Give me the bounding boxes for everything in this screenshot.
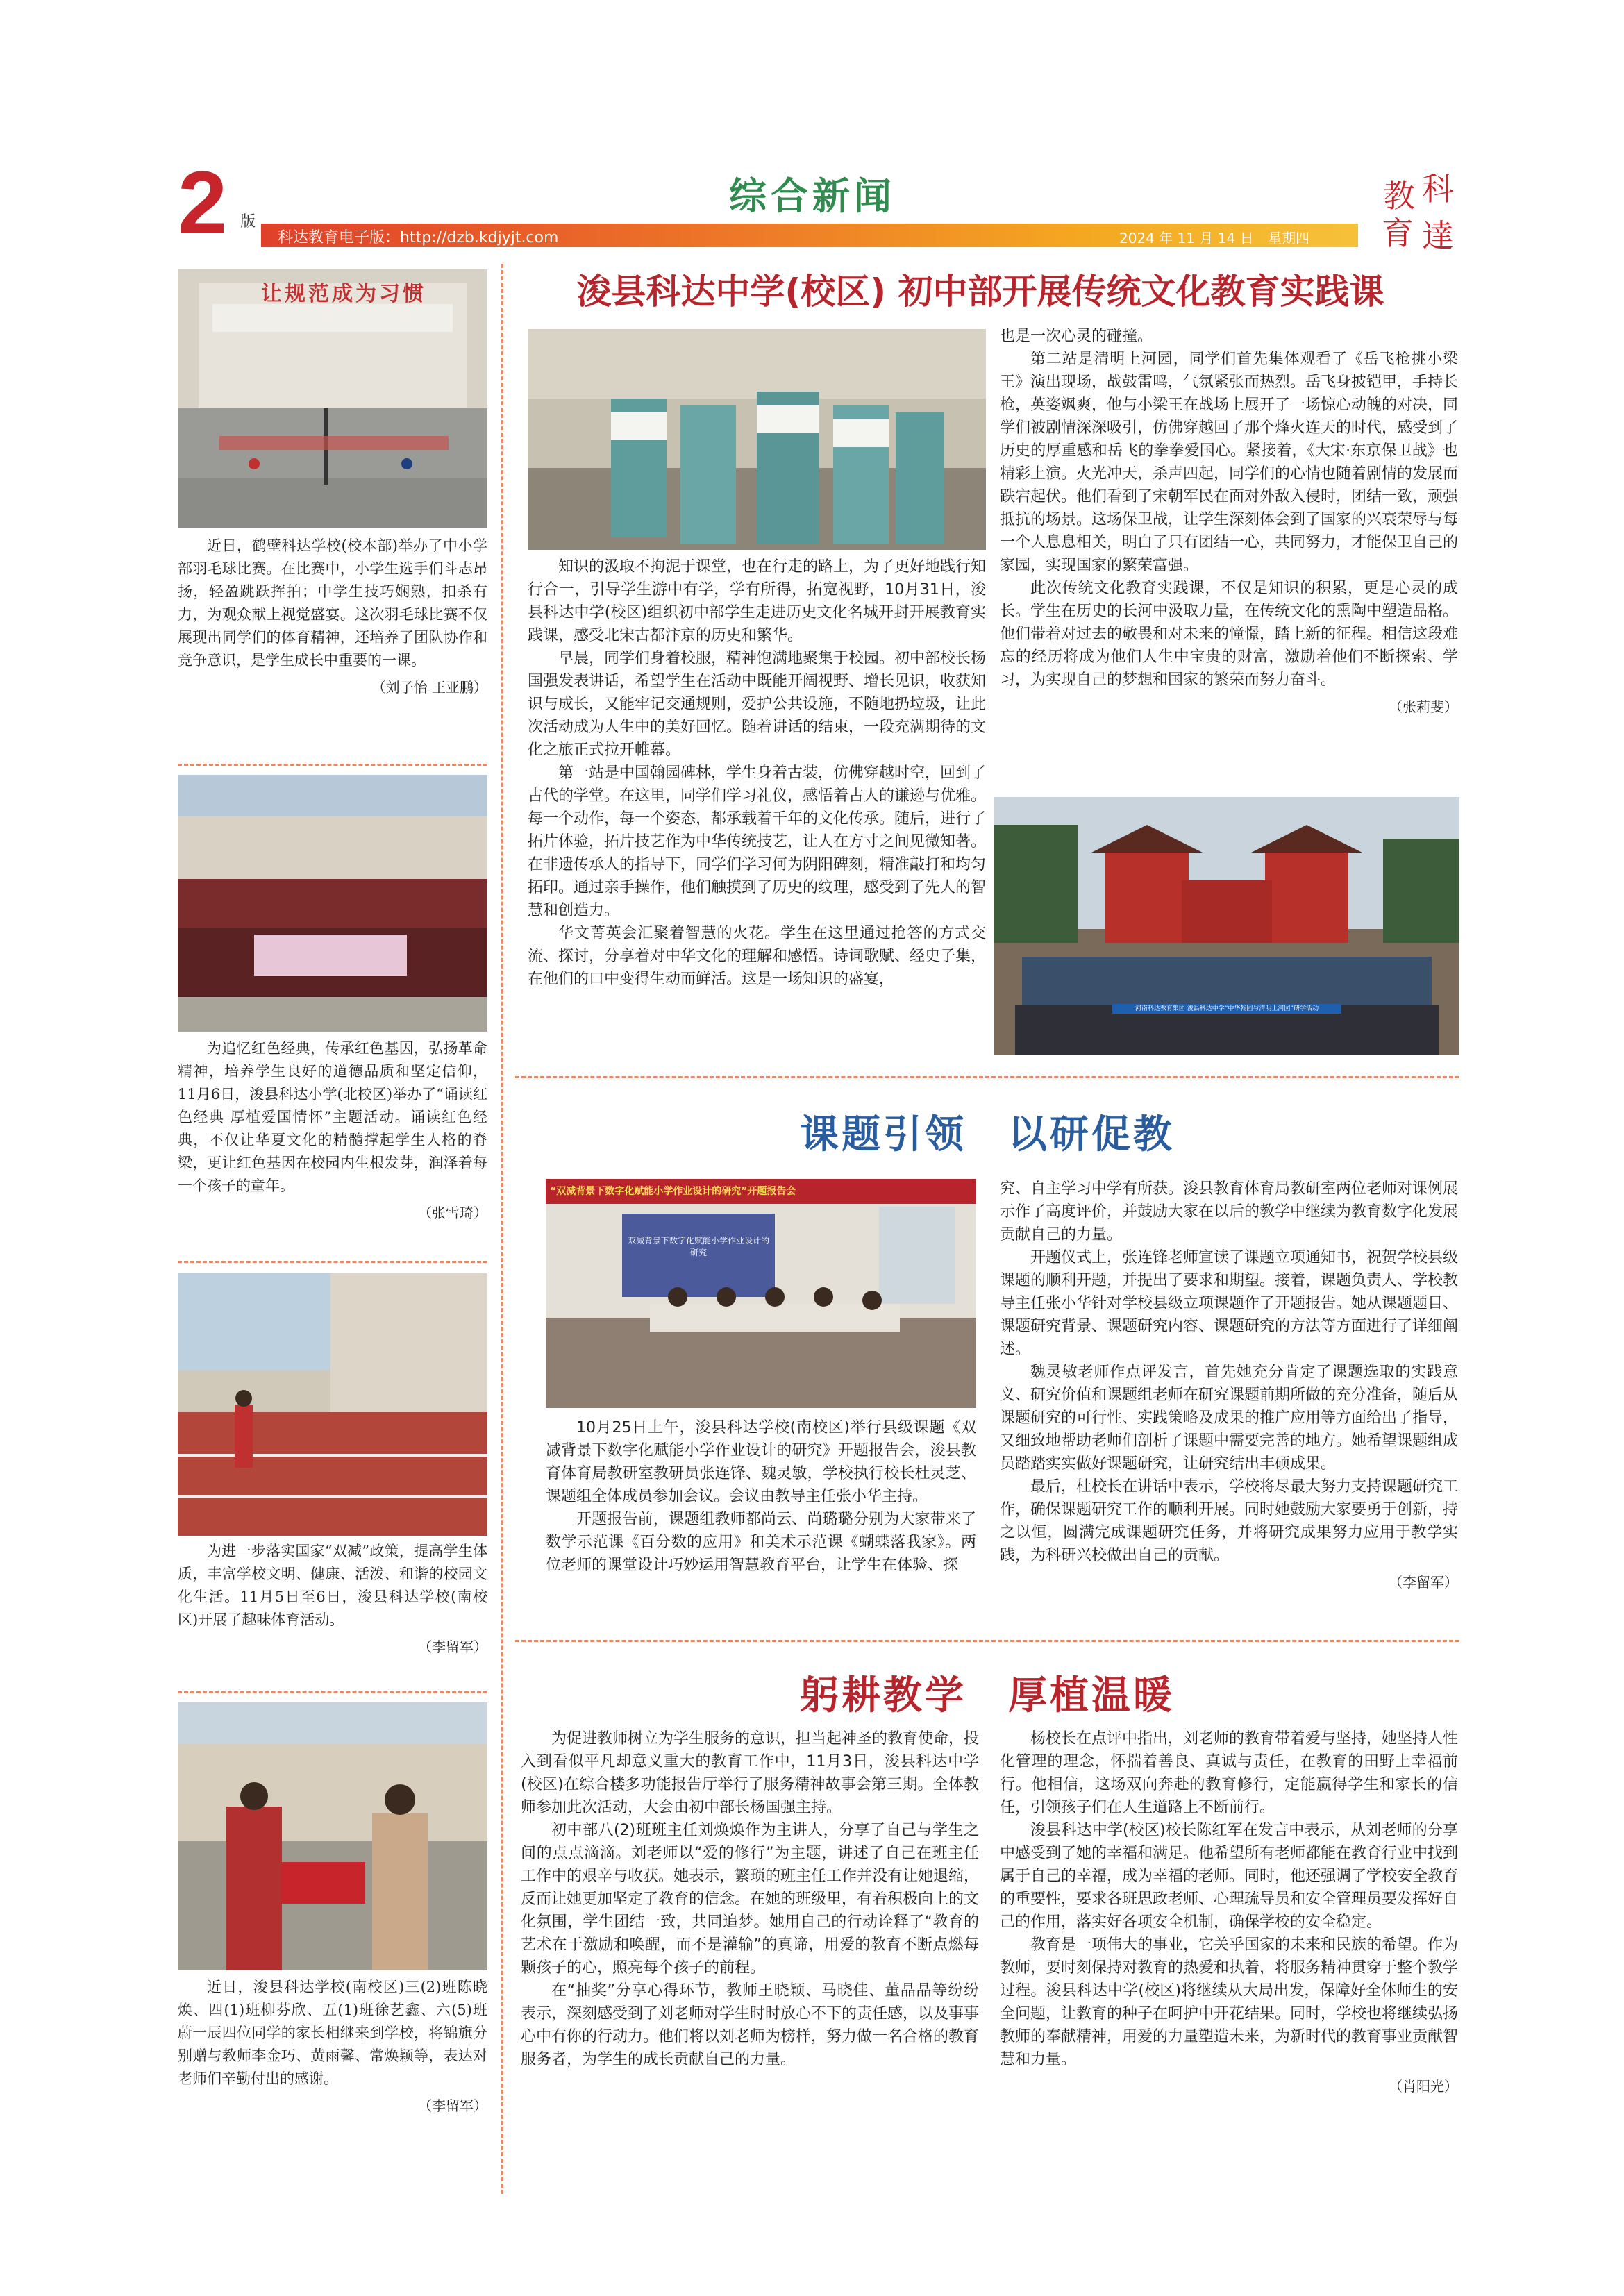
temple-group-photo	[994, 797, 1459, 1055]
article-divider	[515, 1076, 1459, 1078]
masthead	[0, 0, 1624, 255]
photo-banner: “双减背景下数字化赋能小学作业设计的研究”开题报告会	[550, 1186, 796, 1197]
red-classics-photo	[178, 775, 487, 1032]
article-paragraph: 10月25日上午，浚县科达学校(南校区)举行县级课题《双减背景下数字化赋能小学作业设计的研究》开题报告会，浚县教育体育局教研室教研员张连锋、魏灵敏，学校执行校长杜灵芝、课题组全体成员参加会议。会议由教导主任张小华主持。	[546, 1419, 976, 1505]
badminton-photo	[178, 269, 487, 528]
sidebar-story-3	[178, 1540, 487, 1659]
issue-weekday: 星期四	[1268, 230, 1309, 246]
article-3-column-2	[1000, 1727, 1458, 2098]
article-1-headline: 浚县科达中学(校区) 初中部开展传统文化教育实践课	[576, 271, 1384, 312]
article-paragraph: 为促进教师树立为学生服务的意识，担当起神圣的教育使命，投入到看似平凡却意义重大的教育工作中，11月3日，浚县科达中学(校区)在综合楼多功能报告厅举行了服务精神故事会第三期。全体教师参加此次活动，大会由初中部长杨国强主持。	[521, 1730, 980, 1816]
jump-rope-photo	[178, 1273, 487, 1536]
article-3-column-1	[521, 1727, 979, 2071]
sidebar-credit: （刘子怡 王亚鹏）	[371, 679, 487, 696]
article-divider	[515, 1640, 1459, 1642]
article-paragraph: 浚县科达中学(校区)校长陈红军在发言中表示，从刘老师的分享中感受到了她的幸福和满足。他希望所有老师都能在教育行业中找到属于自己的幸福，成为幸福的老师。同时，他还强调了学校安全教育的重要性，要求各班思政老师、心理疏导员和安全管理员要发挥好自己的作用，落实好各项安全机制，确保学校的安全稳定。	[1000, 1822, 1459, 1931]
article-paragraph: 此次传统文化教育实践课，不仅是知识的积累，更是心灵的成长。学生在历史的长河中汲取力量，在传统文化的熏陶中塑造品格。他们带着对过去的敬畏和对未来的憧憬，踏上新的征程。相信这段难忘的经历将成为他们人生中宝贵的财富，激励着他们不断探索、学习，为实现自己的梦想和国家的繁荣而努力奋斗。	[1000, 580, 1459, 689]
sidebar-story-1	[178, 535, 487, 699]
article-3-headline: 躬耕教学 厚植温暖	[800, 1673, 1175, 1718]
article-paragraph: 也是一次心灵的碰撞。	[1000, 328, 1153, 345]
article-paragraph: 最后，杜校长在讲话中表示，学校将尽最大努力支持课题研究工作，确保课题研究工作的顺利开展。同时她鼓励大家要勇于创新，持之以恒，圆满完成课题研究任务，并将研究成果努力应用于教学实践，为科研兴校做出自己的贡献。	[1000, 1478, 1459, 1564]
article-paragraph: 第二站是清明上河园，同学们首先集体观看了《岳飞枪挑小梁王》演出现场，战鼓雷鸣，气氛紧张而热烈。岳飞身披铠甲，手持长枪，英姿飒爽，他与小梁王在战场上展开了一场惊心动魄的对决，同学们被剧情深深吸引，仿佛穿越回了那个烽火连天的时代，感受到了历史的厚重感和岳飞的拳拳爱国心。紧接着，《大宋·东京保卫战》也精彩上演。火光冲天，杀声四起，同学们的心情也随着剧情的发展而跌宕起伏。他们看到了宋朝军民在面对外敌入侵时，团结一致，顽强抵抗的场景。这场保卫战，让学生深刻体会到了国家的兴衰荣辱与每一个人息息相关，明白了只有团结一心，共同努力，才能保卫自己的家园，实现国家的繁荣富强。	[1000, 351, 1459, 574]
photo-screen-text: 双减背景下数字化赋能小学作业设计的研究	[628, 1236, 770, 1257]
logo-char: 達	[1422, 217, 1454, 255]
article-1-column-1	[528, 555, 986, 991]
banner-gift-photo	[178, 1702, 487, 1970]
masthead-bar	[261, 224, 1358, 247]
article-paragraph: 开题报告前，课题组教师都尚云、尚璐璐分别为大家带来了数学示范课《百分数的应用》和美术示范课《蝴蝶落我家》。两位老师的课堂设计巧妙运用智慧教育平台，让学生在体验、探	[546, 1511, 976, 1574]
article-2-column-2	[1000, 1178, 1458, 1594]
sidebar-credit: （张雪琦）	[418, 1205, 487, 1221]
sidebar-story-4	[178, 1976, 487, 2118]
article-paragraph: 早晨，同学们身着校服，精神饱满地聚集于校园。初中部校长杨国强发表讲话，希望学生在活动中既能开阔视野、增长见识，收获知识与成长，又能牢记交通规则，爱护公共设施，不随地扔垃圾，让此次活动成为人生中的美好回忆。随着讲话的结束，一段充满期待的文化之旅正式拉开帷幕。	[528, 650, 987, 759]
sidebar-story-text: 为进一步落实国家“双减”政策，提高学生体质，丰富学校文明、健康、活泼、和谐的校园文化生活。11月5日至6日，浚县科达学校(南校区)开展了趣味体育活动。	[178, 1543, 487, 1628]
article-paragraph: 究、自主学习中学有所获。浚县教育体育局教研室两位老师对课例展示作了高度评价，并鼓励大家在以后的教学中继续为教育数字化发展贡献自己的力量。	[1000, 1180, 1459, 1243]
research-meeting-photo	[546, 1179, 976, 1408]
page-suffix: 版	[240, 213, 256, 231]
sidebar-story-text: 近日，浚县科达学校(南校区)三(2)班陈晓焕、四(1)班柳芬欣、五(1)班徐艺鑫、六(5)班蔚一辰四位同学的家长相继来到学校，将锦旗分别赠与教师李金巧、黄雨馨、常焕颖等，表达对老师们辛勤付出的感谢。	[178, 1979, 487, 2087]
article-paragraph: 华文菁英会汇聚着智慧的火花。学生在这里通过抢答的方式交流、探讨，分享着对中华文化的理解和感悟。诗词歌赋、经史子集，在他们的口中变得生动而鲜活。这是一场知识的盛宴，	[528, 925, 987, 988]
issue-date: 2024 年 11 月 14 日	[1119, 230, 1254, 246]
article-paragraph: 魏灵敏老师作点评发言，首先她充分肯定了课题选取的实践意义、研究价值和课题组老师在研究课题前期所做的充分准备，随后从课题研究的可行性、实践策略及成果的推广应用等方面给出了指导，又细致地帮助老师们剖析了课题中需要完善的地方。她希望课题组成员踏踏实实做好课题研究，让研究结出丰硕成果。	[1000, 1364, 1459, 1473]
logo-char: 科	[1422, 170, 1454, 208]
sidebar-credit: （李留军）	[418, 1639, 487, 1655]
sidebar-credit: （李留军）	[418, 2097, 487, 2114]
logo-char: 教	[1383, 177, 1415, 215]
article-paragraph: 第一站是中国翰园碑林，学生身着古装，仿佛穿越时空，回到了古代的学堂。在这里，同学们学习礼仪，感悟着古人的谦逊与优雅。每一个动作，每一个姿态，都承载着千年的文化传承。随后，进行了拓片体验，拓片技艺作为中华传统技艺，让人在方寸之间见微知著。在非遗传承人的指导下，同学们学习何为阴阳碑刻，精准敲打和均匀拓印。通过亲手操作，他们触摸到了历史的纹理，感受到了先人的智慧和创造力。	[528, 764, 987, 919]
article-paragraph: 在“抽奖”分享心得环节，教师王晓颖、马晓佳、董晶晶等纷纷表示，深刻感受到了刘老师对学生时时放心不下的责任感，以及事事心中有你的行动力。他们将以刘老师为榜样，努力做一名合格的教育服务者，为学生的成长贡献自己的力量。	[521, 1982, 980, 2068]
photo-banner: 河南科达教育集团 浚县科达中学“中华翰园与清明上河园”研学活动	[1112, 1004, 1341, 1014]
section-title: 综合新闻	[729, 174, 896, 218]
sidebar-story-text: 近日，鹤壁科达学校(校本部)举办了中小学部羽毛球比赛。在比赛中，小学生选手们斗志昂扬，轻盈跳跃挥拍；中学生技巧娴熟，扣杀有力，为观众献上视觉盛宴。这次羽毛球比赛不仅展现出同学们的体育精神，还培养了团队协作和竞争意识，是学生成长中重要的一课。	[178, 537, 487, 669]
sidebar-divider-h	[178, 1261, 487, 1263]
sidebar-story-text: 为追忆红色经典，传承红色基因，弘扬革命精神，培养学生良好的道德品质和坚定信仰，11月6日，浚县科达小学(北校区)举办了“诵读红色经典 厚植爱国情怀”主题活动。诵读红色经典，不仅让华夏文化的精髓撑起学生人格的脊梁，更让红色基因在校园内生根发芽，润泽着每一个孩子的童年。	[178, 1040, 487, 1194]
sidebar-divider	[501, 264, 503, 2194]
article-paragraph: 教育是一项伟大的事业，它关乎国家的未来和民族的希望。作为教师，要时刻保持对教育的热爱和执着，将服务精神贯穿于整个教学过程。浚县科达中学(校区)将继续从大局出发，保障好全体师生的安全问题，让教育的种子在呵护中开花结果。同时，学校也将继续弘扬教师的奉献精神，用爱的力量塑造未来，为新时代的教育事业贡献智慧和力量。	[1000, 1936, 1459, 2068]
masthead-logo	[1379, 168, 1462, 255]
article-credit: （李留军）	[1389, 1574, 1458, 1591]
hanfu-students-photo	[528, 329, 986, 550]
sidebar-divider-h	[178, 764, 487, 766]
article-paragraph: 杨校长在点评中指出，刘老师的教育带着爱与坚持，她坚持人性化管理的理念，怀揣着善良、真诚与责任，在教育的田野上幸福前行。他相信，这场双向奔赴的教育修行，定能赢得学生和家长的信任，引领孩子们在人生道路上不断前行。	[1000, 1730, 1459, 1816]
sidebar-divider-h	[178, 1691, 487, 1693]
logo-char: 育	[1382, 215, 1414, 252]
article-1-column-2	[1000, 325, 1458, 719]
article-paragraph: 知识的汲取不拘泥于课堂，也在行走的路上，为了更好地践行知行合一，引导学生游中有学，学有所得，拓宽视野，10月31日，浚县科达中学(校区)组织初中部学生走进历史文化名城开封开展教育实践课，感受北宋古都汴京的历史和繁华。	[528, 558, 987, 644]
site-url[interactable]: 科达教育电子版：http://dzb.kdjyjt.com	[278, 229, 559, 246]
article-paragraph: 开题仪式上，张连锋老师宣读了课题立项通知书，祝贺学校县级课题的顺利开题，并提出了要求和期望。接着，课题负责人、学校教导主任张小华针对学校县级立项课题作了开题报告。她从课题题目、课题研究背景、课题研究内容、课题研究的方法等方面进行了详细阐述。	[1000, 1249, 1459, 1358]
sidebar-story-2	[178, 1037, 487, 1225]
article-2-headline: 课题引领 以研促教	[800, 1112, 1175, 1157]
article-2-column-1	[546, 1416, 976, 1577]
article-credit: （肖阳光）	[1389, 2078, 1458, 2095]
article-paragraph: 初中部八(2)班班主任刘焕焕作为主讲人，分享了自己与学生之间的点点滴滴。刘老师以“爱的修行”为主题，讲述了自己在班主任工作中的艰辛与收获。她表示，繁琐的班主任工作并没有让她退缩，反而让她更加坚定了教育的信念。在她的班级里，有着积极向上的文化氛围，学生团结一致，共同追梦。她用自己的行动诠释了“教育的艺术在于激励和唤醒，而不是灌输”的真谛，用爱的教育不断点燃每颗孩子的心，照亮每个孩子的前程。	[521, 1822, 980, 1977]
photo-banner: 让规范成为习惯	[261, 282, 426, 306]
page-number: 2	[178, 153, 228, 253]
article-credit: （张莉斐）	[1389, 698, 1458, 715]
